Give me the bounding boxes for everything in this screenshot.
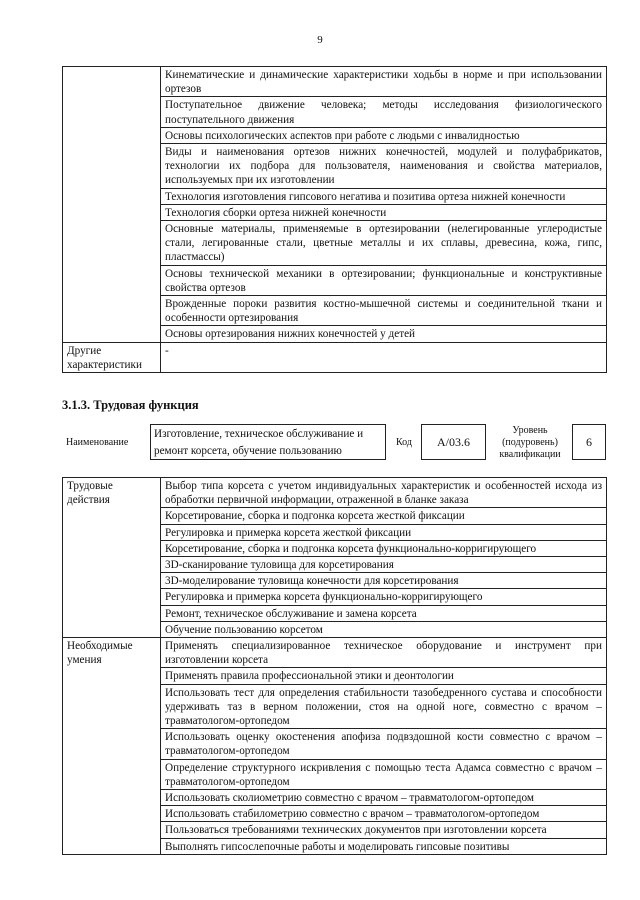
skill-item: Определение структурного искривления с помощью теста Адамса совместно с врачом – травматологом-ортопедом bbox=[161, 759, 607, 789]
level-value: 6 bbox=[572, 424, 606, 460]
skill-item: Использовать тест для определения стабильности тазобедренного сустава и способности удерживать таз в верном положении, стоя на одной ноге, совместно с врачом – травматологом-ортопедом bbox=[161, 684, 607, 729]
knowledge-item: Основы психологических аспектов при работе с людьми с инвалидностью bbox=[161, 127, 607, 143]
skill-item: Применять специализированное техническое оборудование и инструмент при изготовлении корсета bbox=[161, 638, 607, 668]
skill-item: Использовать оценку окостенения апофиза подвздошной кости совместно с врачом – травматологом-ортопедом bbox=[161, 729, 607, 759]
page-number: 9 bbox=[317, 34, 323, 46]
skill-item: Применять правила профессиональной этики и деонтологии bbox=[161, 668, 607, 684]
level-label: Уровень (подуровень) квалификации bbox=[499, 425, 561, 460]
code-value: А/03.6 bbox=[421, 424, 486, 460]
labor-action-item: Регулировка и примерка корсета функционально-корригирующего bbox=[161, 589, 607, 605]
table-row bbox=[63, 638, 607, 668]
labor-action-item: Корсетирование, сборка и подгонка корсета функционально-корригирующего bbox=[161, 540, 607, 556]
knowledge-item: Виды и наименования ортезов нижних конечностей, модулей и полуфабрикатов, технологии их подбора для пользователя, наименования и свойства материалов, используемых при их изготовлении bbox=[161, 144, 607, 189]
knowledge-item: Основы технической механики в ортезировании; функциональные и конструктивные свойства ортезов bbox=[161, 265, 607, 295]
empty-label-cell bbox=[63, 67, 161, 343]
knowledge-item: Основы ортезирования нижних конечностей у детей bbox=[161, 326, 607, 342]
required-skills-label: Необходимые умения bbox=[63, 638, 161, 855]
name-label: Наименование bbox=[66, 437, 129, 448]
table-row bbox=[63, 478, 607, 508]
other-characteristics-label: Другие характеристики bbox=[63, 342, 161, 372]
knowledge-item: Основные материалы, применяемые в ортезировании (нелегированные углеродистые стали, легированные стали, цветные металлы и их сплавы, древесина, кожа, гипс, пластмассы) bbox=[161, 221, 607, 266]
skill-item: Выполнять гипсослепочные работы и моделировать гипсовые позитивы bbox=[161, 838, 607, 854]
skill-item: Использовать сколиометрию совместно с врачом – травматологом-ортопедом bbox=[161, 790, 607, 806]
labor-function-table bbox=[62, 477, 607, 855]
knowledge-item: Технология сборки ортеза нижней конечности bbox=[161, 204, 607, 220]
code-label: Код bbox=[396, 437, 412, 448]
other-characteristics-value: - bbox=[161, 342, 607, 372]
skill-item: Пользоваться требованиями технических документов при изготовлении корсета bbox=[161, 822, 607, 838]
name-value: Изготовление, техническое обслуживание и ремонт корсета, обучение пользованию bbox=[150, 424, 386, 460]
knowledge-table bbox=[62, 66, 607, 373]
labor-action-item: Обучение пользованию корсетом bbox=[161, 621, 607, 637]
labor-action-item: Регулировка и примерка корсета жесткой фиксации bbox=[161, 524, 607, 540]
labor-action-item: Ремонт, техническое обслуживание и замена корсета bbox=[161, 605, 607, 621]
knowledge-item: Кинематические и динамические характеристики ходьбы в норме и при использовании ортезов bbox=[161, 67, 607, 97]
labor-actions-label: Трудовые действия bbox=[63, 478, 161, 638]
labor-action-item: 3D-сканирование туловища для корсетирования bbox=[161, 557, 607, 573]
knowledge-item: Поступательное движение человека; методы исследования физиологического поступательного движения bbox=[161, 97, 607, 127]
skill-item: Использовать стабилометрию совместно с врачом – травматологом-ортопедом bbox=[161, 806, 607, 822]
knowledge-item: Врожденные пороки развития костно-мышечной системы и соединительной ткани и особенности ортезирования bbox=[161, 296, 607, 326]
labor-action-item: 3D-моделирование туловища конечности для корсетирования bbox=[161, 573, 607, 589]
section-heading: 3.1.3. Трудовая функция bbox=[62, 398, 199, 412]
labor-action-item: Корсетирование, сборка и подгонка корсета жесткой фиксации bbox=[161, 508, 607, 524]
labor-action-item: Выбор типа корсета с учетом индивидуальных характеристик и особенностей исхода из обработки первичной информации, отраженной в бланке заказа bbox=[161, 478, 607, 508]
table-row bbox=[63, 342, 607, 372]
knowledge-item: Технология изготовления гипсового негатива и позитива ортеза нижней конечности bbox=[161, 188, 607, 204]
table-row bbox=[63, 67, 607, 97]
